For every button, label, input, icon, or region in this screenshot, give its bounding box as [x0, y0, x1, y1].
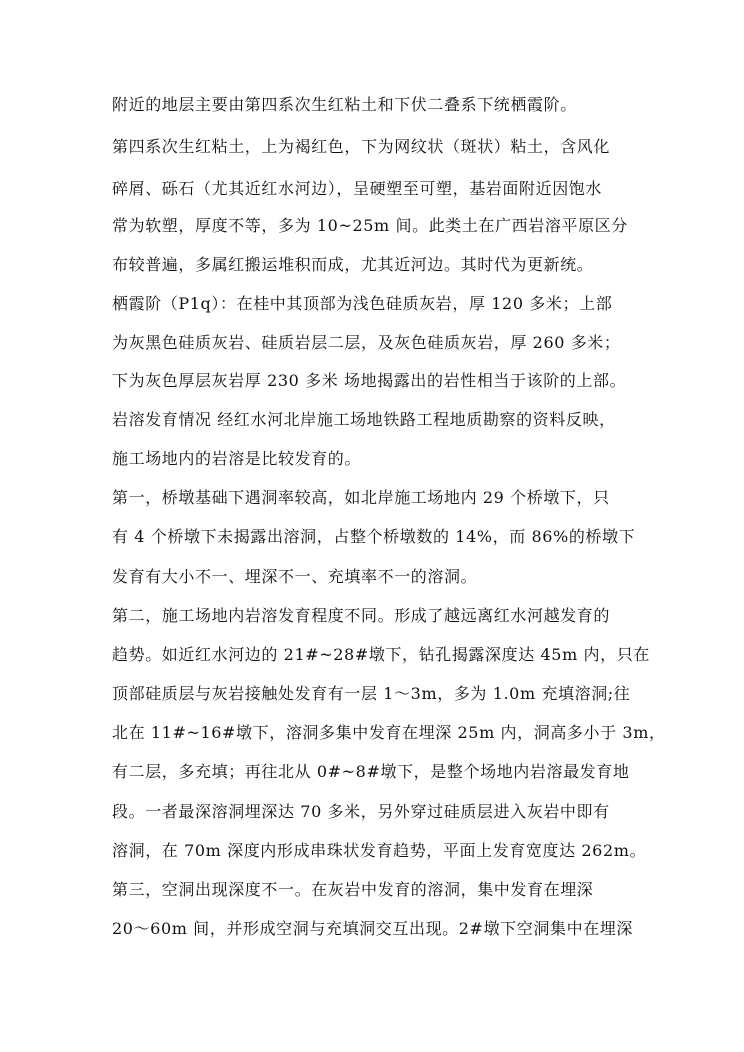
- text-line: 发育有大小不一、埋深不一、充填率不一的溶洞。: [112, 567, 478, 586]
- text-line: 布较普遍，多属红搬运堆积而成，尤其近河边。其时代为更新统。: [112, 255, 594, 274]
- text-line: 北在 11#~16#墩下，溶洞多集中发育在埋深 25m 内，洞高多小于 3m，: [112, 723, 666, 742]
- text-line: 第二，施工场地内岩溶发育程度不同。形成了越远离红水河越发育的: [112, 606, 611, 625]
- text-line: 顶部硅质层与灰岩接触处发育有一层 1～3m，多为 1.0m 充填溶洞;往: [112, 684, 631, 703]
- text-line: 附近的地层主要由第四系次生红粘土和下伏二叠系下统栖霞阶。: [112, 95, 577, 114]
- text-line: 有 4 个桥墩下未揭露出溶洞，占整个桥墩数的 14%，而 86%的桥墩下: [112, 527, 636, 546]
- text-line: 20～60m 间，并形成空洞与充填洞交互出现。2#墩下空洞集中在埋深: [112, 919, 633, 938]
- text-line: 施工场地内的岩溶是比较发育的。: [112, 449, 362, 468]
- text-line: 有二层，多充填；再往北从 0#~8#墩下，是整个场地内岩溶最发育地: [112, 762, 630, 781]
- text-line: 碎屑、砾石（尤其近红水河边），呈硬塑至可塑，基岩面附近因饱水: [112, 179, 603, 198]
- text-line: 岩溶发育情况 经红水河北岸施工场地铁路工程地质勘察的资料反映，: [112, 410, 616, 429]
- text-line: 第三，空洞出现深度不一。在灰岩中发育的溶洞，集中发育在埋深: [112, 880, 594, 899]
- text-line: 常为软塑，厚度不等，多为 10~25m 间。此类土在广西岩溶平原区分: [112, 216, 628, 235]
- text-line: 为灰黑色硅质灰岩、硅质岩层二层，及灰色硅质灰岩，厚 260 多米；: [112, 333, 621, 352]
- text-line: 第四系次生红粘土，上为褐红色，下为网纹状（斑状）粘土，含风化: [112, 137, 611, 156]
- text-line: 下为灰色厚层灰岩厚 230 多米 场地揭露出的岩性相当于该阶的上部。: [112, 371, 627, 390]
- text-line: 趋势。如近红水河边的 21#~28#墩下，钻孔揭露深度达 45m 内，只在: [112, 645, 650, 664]
- text-line: 第一，桥墩基础下遇洞率较高，如北岸施工场地内 29 个桥墩下，只: [112, 488, 610, 507]
- text-line: 段。一者最深溶洞埋深达 70 多米，另外穿过硅质层进入灰岩中即有: [112, 802, 610, 821]
- text-line: 溶洞，在 70m 深度内形成串珠状发育趋势，平面上发育宽度达 262m。: [112, 841, 647, 860]
- text-line: 栖霞阶（P1q）：在桂中其顶部为浅色硅质灰岩，厚 120 多米；上部: [112, 294, 613, 313]
